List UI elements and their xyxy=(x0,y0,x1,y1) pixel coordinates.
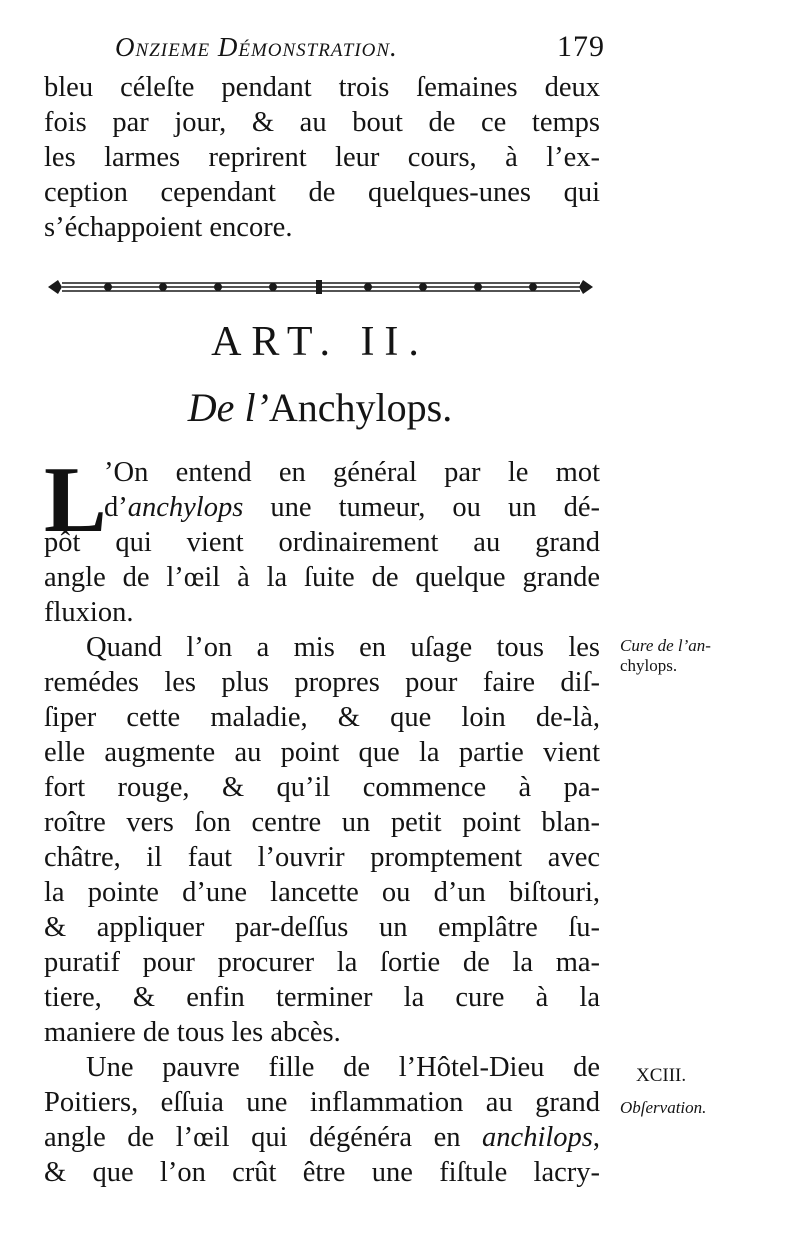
text-line: angle de l’œil qui dégénéra en anchilops, xyxy=(44,1122,600,1153)
text-line: Une pauvre fille de l’Hôtel-Dieu de xyxy=(86,1052,600,1083)
text-line: remédes les plus propres pour faire diſ- xyxy=(44,667,600,698)
text-line: s’échappoient encore. xyxy=(44,212,293,243)
margin-note-line: chylops. xyxy=(620,656,678,675)
text-line: bleu céleſte pendant trois ſemaines deux xyxy=(44,72,600,103)
text-line: Poitiers, eſſuia une inflammation au grand xyxy=(44,1087,600,1118)
text-line: & que l’on crût être une fiſtule lacry- xyxy=(44,1157,600,1188)
margin-note-observation-label: Obſervation. xyxy=(620,1098,707,1117)
section-title xyxy=(0,384,640,431)
text-line: elle augmente au point que la partie vient xyxy=(44,737,600,768)
text-line: d’anchylops une tumeur, ou un dé- xyxy=(104,492,600,523)
article-heading: ART. II. xyxy=(211,319,429,365)
running-head-title: Onzieme Démonstration. xyxy=(115,32,398,62)
text-line: les larmes reprirent leur cours, à l’ex- xyxy=(44,142,600,173)
text-line: la pointe d’une lancette ou d’un biſtouri, xyxy=(44,877,600,908)
text-line: roître vers ſon centre un petit point blan- xyxy=(44,807,600,838)
section-title-article: l’ xyxy=(244,385,269,430)
margin-note-observation-number: XCIII. xyxy=(636,1065,687,1086)
text-line: fluxion. xyxy=(44,597,134,628)
section-title-rest: Anchylops. xyxy=(268,385,453,430)
text-line: ’On entend en général par le mot xyxy=(104,457,600,488)
ornament-rule xyxy=(48,276,593,298)
text-line: ception cependant de quelques-unes qui xyxy=(44,177,600,208)
text-line: & appliquer par-deſſus un emplâtre ſu- xyxy=(44,912,600,943)
section-title-prefix: De xyxy=(187,385,245,430)
text-line: tiere, & enfin terminer la cure à la xyxy=(44,982,600,1013)
text-line: fort rouge, & qu’il commence à pa- xyxy=(44,772,600,803)
margin-note-line: Cure de l’an- xyxy=(620,636,711,655)
text-line: fois par jour, & au bout de ce temps xyxy=(44,107,600,138)
text-line: Quand l’on a mis en uſage tous les xyxy=(86,632,600,663)
text-line: châtre, il faut l’ouvrir promptement avec xyxy=(44,842,600,873)
text-line: puratif pour procurer la ſortie de la ma- xyxy=(44,947,600,978)
article-body xyxy=(44,448,600,1190)
top-paragraph xyxy=(44,70,600,245)
running-head xyxy=(115,30,605,64)
drop-cap: L xyxy=(44,448,107,552)
margin-note-cure xyxy=(620,636,711,676)
page-number: 179 xyxy=(557,30,605,63)
text-line: angle de l’œil à la ſuite de quelque grande xyxy=(44,562,600,593)
text-line: maniere de tous les abcès. xyxy=(44,1017,341,1048)
text-line: pôt qui vient ordinairement au grand xyxy=(44,527,600,558)
text-line: ſiper cette maladie, & que loin de-là, xyxy=(44,702,600,733)
